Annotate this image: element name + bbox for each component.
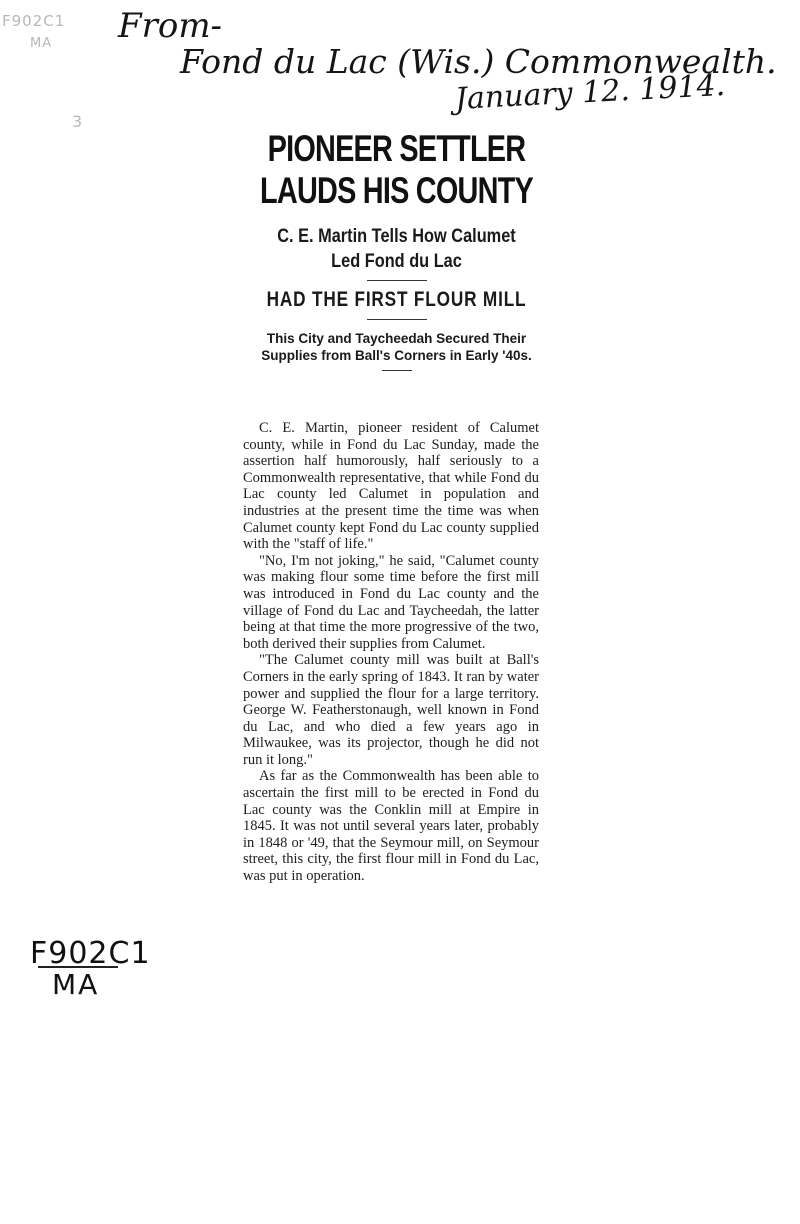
divider	[367, 280, 427, 281]
paragraph: "The Calumet county mill was built at Ball's Corners in the early spring of 1843. It ran by water power and supplied the flour for a large territory. George W. Featherstonaugh, well known in Fond du Lac, and who died a few years ago in Milwaukee, was its projector, though he did not run it long."	[243, 652, 539, 768]
subheadline	[248, 224, 545, 274]
article-body	[243, 420, 539, 885]
faint-catalog-code: F902C1	[2, 12, 66, 30]
faint-number-mark: 3	[72, 112, 83, 131]
divider	[367, 319, 427, 320]
third-deck: This City and Taycheedah Secured Their Supplies from Ball's Corners in Early '40s.	[261, 331, 532, 363]
handwritten-source: Fond du Lac (Wis.) Commonwealth.	[180, 42, 777, 81]
paragraph: As far as the Commonwealth has been able to ascertain the first mill to be erected in Fond du Lac county was the Conklin mill at Empire in 1845. It was not until several years later, probably in 1848 or '49, that the Seymour mill, on Seymour street, this city, the first flour mill in Fond du Lac, was put in operation.	[243, 768, 539, 885]
catalog-code-stamp: F902C1	[30, 936, 151, 971]
handwritten-date: January 12. 1914.	[454, 67, 726, 117]
faint-ma-mark: MA	[30, 36, 53, 51]
headline-line-1: PIONEER SETTLER	[267, 128, 526, 169]
headline-line-2: LAUDS HIS COUNTY	[260, 170, 533, 211]
divider	[382, 370, 412, 371]
article-header	[244, 128, 549, 377]
subheadline-line-1: C. E. Martin Tells How Calumet	[277, 226, 516, 247]
subheadline-line-2: Led Fond du Lac	[331, 251, 462, 272]
paragraph: C. E. Martin, pioneer resident of Calumet county, while in Fond du Lac Sunday, made the assertion half humorously, half seriously to a Commonwealth representative, that while Fond du Lac county led Calumet in population and industries at the present time the time was when Calumet county kept Fond du Lac county supplied with the "staff of life."	[243, 420, 539, 553]
paragraph: "No, I'm not joking," he said, "Calumet county was making flour some time before the first mill was introduced in Fond du Lac county and the village of Fond du Lac and Taycheedah, the latter being at that time the more progressive of the two, both derived their supplies from Calumet.	[243, 552, 539, 652]
second-deck: HAD THE FIRST FLOUR MILL	[266, 288, 527, 311]
ma-stamp: MA	[52, 968, 100, 1001]
handwritten-from: From-	[118, 6, 223, 46]
